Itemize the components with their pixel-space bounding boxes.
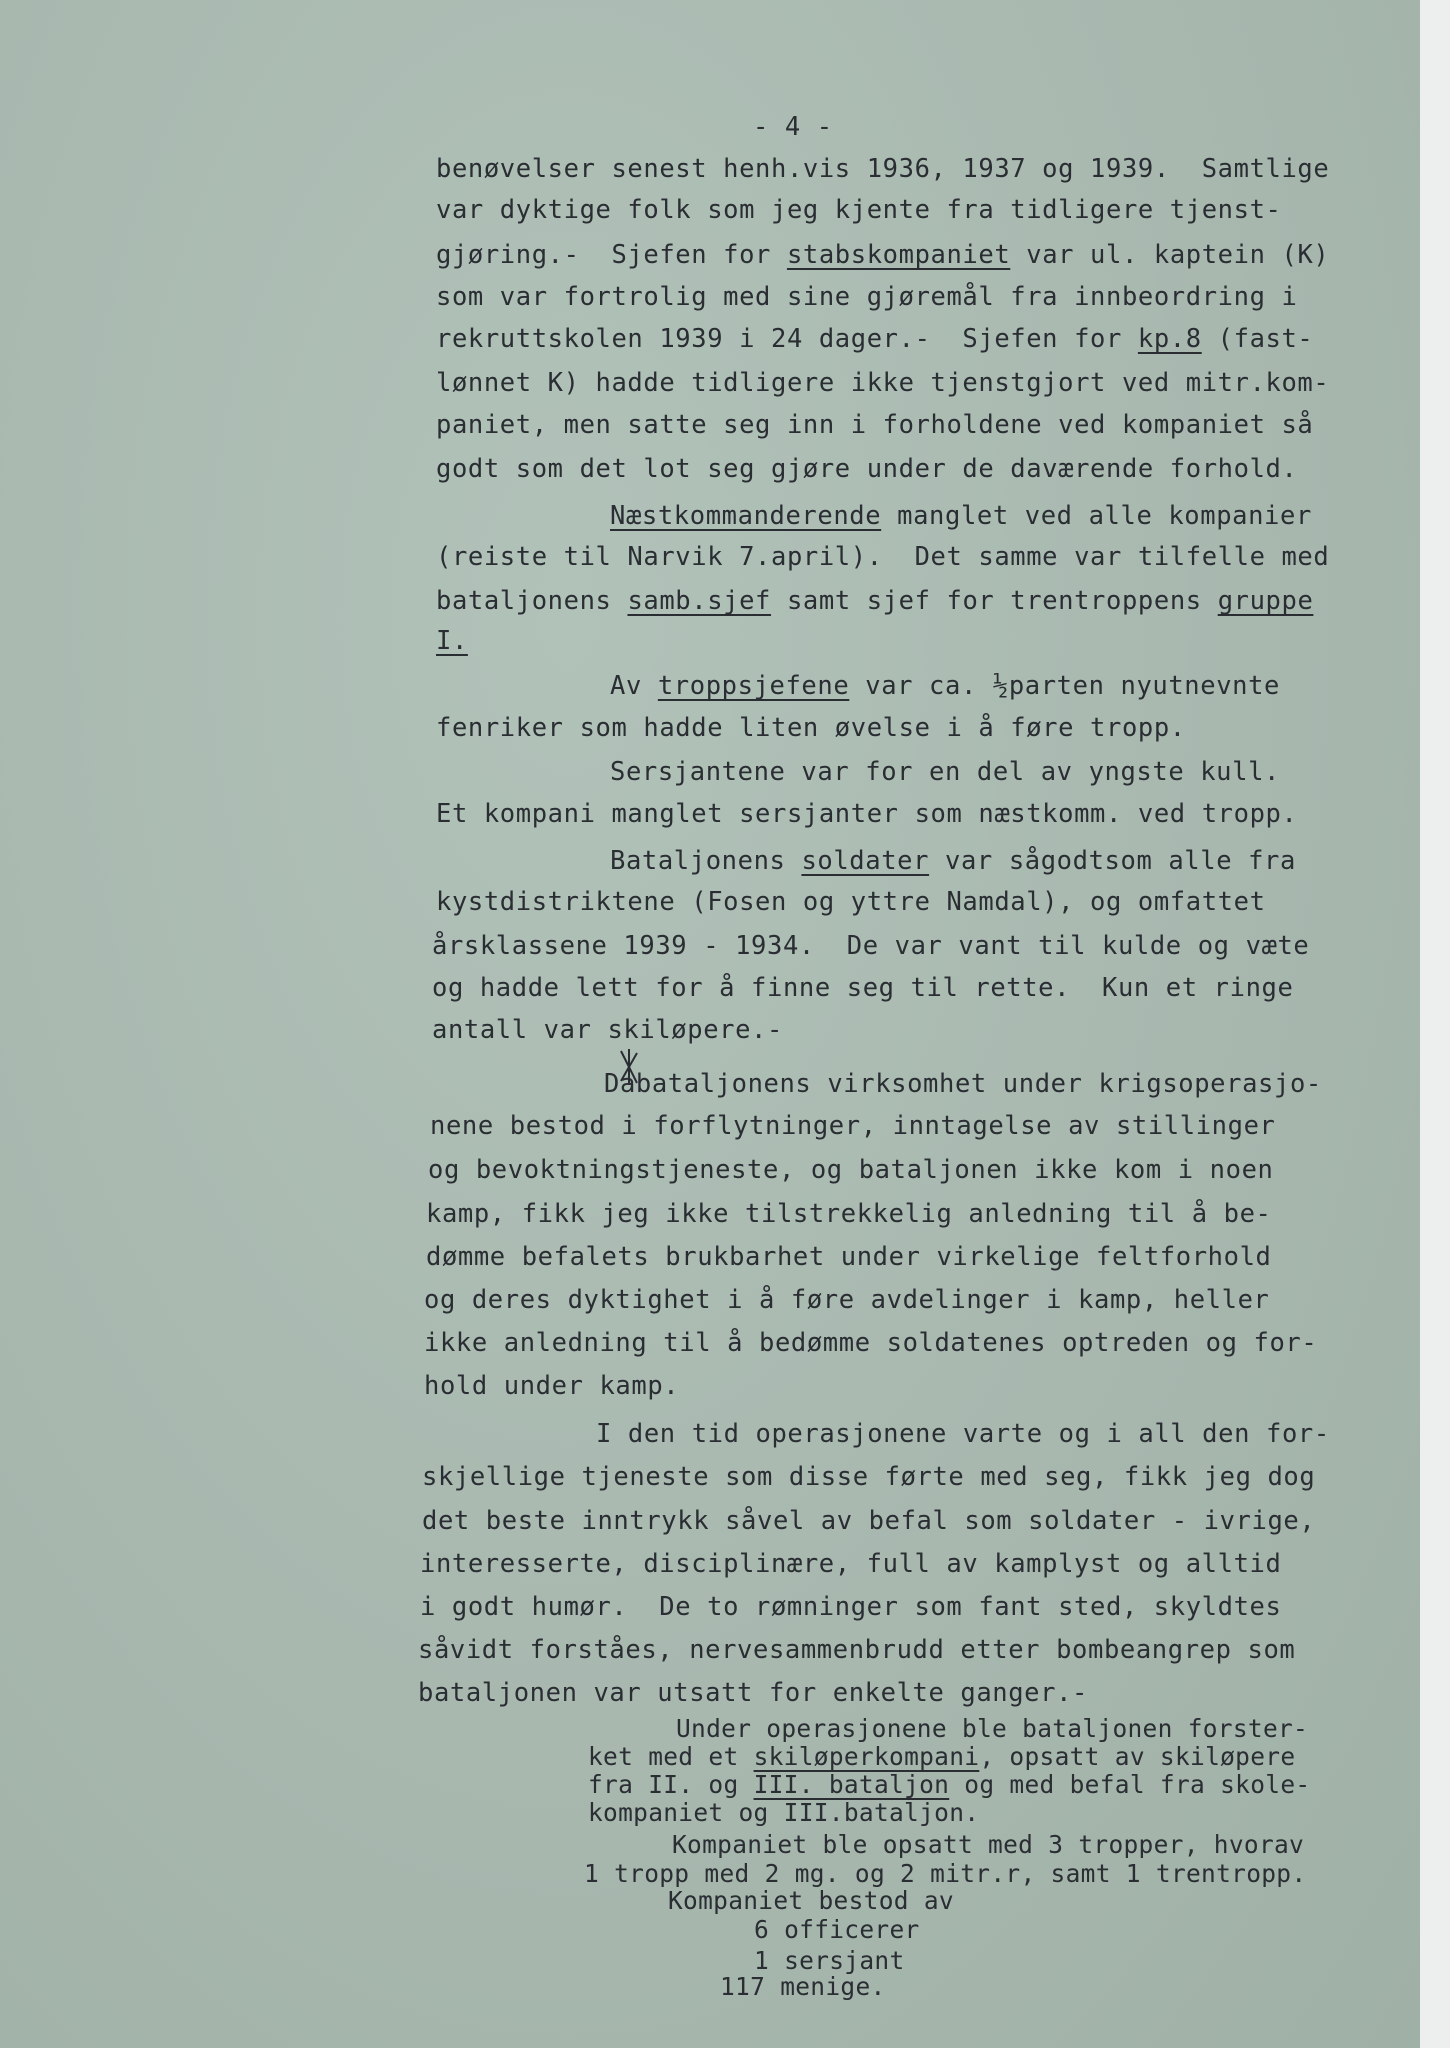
text-line: fenriker som hadde liten øvelse i å føre tropp. bbox=[436, 713, 1186, 743]
text-line: fra II. og III. bataljon og med befal fra skole- bbox=[588, 1770, 1311, 1799]
text-line: Av troppsjefene var ca. ½parten nyutnevnte bbox=[610, 671, 1281, 701]
text-line: dømme befalets brukbarhet under virkelige feltforhold bbox=[426, 1242, 1272, 1272]
underlined-term: I. bbox=[436, 626, 468, 656]
text-line: Næstkommanderende manglet ved alle kompanier bbox=[610, 501, 1312, 531]
text-line: nene bestod i forflytninger, inntagelse av stillinger bbox=[430, 1111, 1276, 1141]
text-line: godt som det lot seg gjøre under de daværende forhold. bbox=[436, 454, 1298, 484]
text-line: interesserte, disciplinære, full av kamplyst og alltid bbox=[420, 1549, 1282, 1579]
text-line: i godt humør. De to rømninger som fant sted, skyldtes bbox=[420, 1592, 1282, 1622]
text-line: som var fortrolig med sine gjøremål fra innbeordring i bbox=[436, 282, 1298, 312]
text-line bbox=[436, 624, 468, 658]
text-line: (reiste til Narvik 7.april). Det samme var tilfelle med bbox=[436, 542, 1330, 572]
text-line: Kompaniet bestod av bbox=[668, 1886, 954, 1915]
text-line: ikke anledning til å bedømme soldatenes optreden og for- bbox=[424, 1328, 1318, 1358]
text-line: hold under kamp. bbox=[424, 1371, 680, 1401]
underlined-term: samb.sjef bbox=[627, 586, 772, 616]
underlined-term: skiløperkompani bbox=[753, 1742, 980, 1771]
text-line: og deres dyktighet i å føre avdelinger i kamp, heller bbox=[424, 1285, 1270, 1315]
text-line: 1 sersjant bbox=[754, 1946, 905, 1975]
text-line: skjellige tjeneste som disse førte med seg, fikk jeg dog bbox=[422, 1462, 1316, 1492]
text-line: det beste inntrykk såvel av befal som soldater - ivrige, bbox=[422, 1506, 1316, 1536]
text-line: Sersjantene var for en del av yngste kull. bbox=[610, 757, 1280, 787]
text-line: kystdistriktene (Fosen og yttre Namdal), og omfattet bbox=[436, 887, 1266, 917]
strikeout-mark bbox=[618, 1049, 640, 1085]
underlined-term: stabskompaniet bbox=[786, 240, 1011, 270]
text-line: såvidt forståes, nervesammenbrudd etter bombeangrep som bbox=[418, 1635, 1296, 1665]
text-line: lønnet K) hadde tidligere ikke tjenstgjort ved mitr.kom- bbox=[436, 368, 1330, 398]
text-line: og hadde lett for å finne seg til rette. Kun et ringe bbox=[432, 973, 1294, 1003]
underlined-term: soldater bbox=[801, 846, 930, 876]
text-line: bataljonens samb.sjef samt sjef for trentroppens gruppe bbox=[436, 586, 1314, 616]
text-line: Kompaniet ble opsatt med 3 tropper, hvorav bbox=[672, 1830, 1305, 1859]
text-line: benøvelser senest henh.vis 1936, 1937 og 1939. Samtlige bbox=[436, 154, 1330, 184]
text-line: Dabataljonens virksomhet under krigsoperasjo- bbox=[604, 1069, 1322, 1099]
underlined-term: gruppe bbox=[1217, 586, 1314, 616]
text-line: I den tid operasjonene varte og i all den for- bbox=[596, 1419, 1330, 1449]
text-line: var dyktige folk som jeg kjente fra tidligere tjenst- bbox=[436, 195, 1282, 225]
page-number: - 4 - bbox=[753, 112, 833, 142]
text-line: antall var skiløpere.- bbox=[432, 1015, 783, 1045]
text-line: paniet, men satte seg inn i forholdene ved kompaniet så bbox=[436, 410, 1314, 440]
text-line: kompaniet og III.bataljon. bbox=[588, 1798, 980, 1827]
text-line: ket med et skiløperkompani, opsatt av skiløpere bbox=[588, 1742, 1296, 1771]
underlined-term: troppsjefene bbox=[657, 671, 850, 701]
text-line: Bataljonens soldater var sågodtsom alle fra bbox=[610, 846, 1296, 876]
text-line: 1 tropp med 2 mg. og 2 mitr.r, samt 1 trentropp. bbox=[584, 1859, 1307, 1888]
text-line: rekruttskolen 1939 i 24 dager.- Sjefen for kp.8 (fast- bbox=[436, 324, 1314, 354]
text-line: og bevoktningstjeneste, og bataljonen ikke kom i noen bbox=[428, 1155, 1274, 1185]
text-line: Under operasjonene ble bataljonen forster- bbox=[676, 1714, 1309, 1743]
text-line: Et kompani manglet sersjanter som næstkomm. ved tropp. bbox=[436, 799, 1298, 829]
text-line: årsklassene 1939 - 1934. De var vant til kulde og væte bbox=[432, 931, 1310, 961]
underlined-term: Næstkommanderende bbox=[610, 501, 882, 531]
underlined-term: kp.8 bbox=[1137, 324, 1202, 354]
text-line: kamp, fikk jeg ikke tilstrekkelig anledning til å be- bbox=[426, 1199, 1272, 1229]
text-line: bataljonen var utsatt for enkelte ganger.- bbox=[418, 1678, 1088, 1708]
underlined-term: III. bataljon bbox=[753, 1770, 950, 1799]
text-line: gjøring.- Sjefen for stabskompaniet var ul. kaptein (K) bbox=[436, 240, 1330, 270]
text-line: 117 menige. bbox=[720, 1972, 886, 2001]
text-line: 6 officerer bbox=[754, 1915, 920, 1944]
